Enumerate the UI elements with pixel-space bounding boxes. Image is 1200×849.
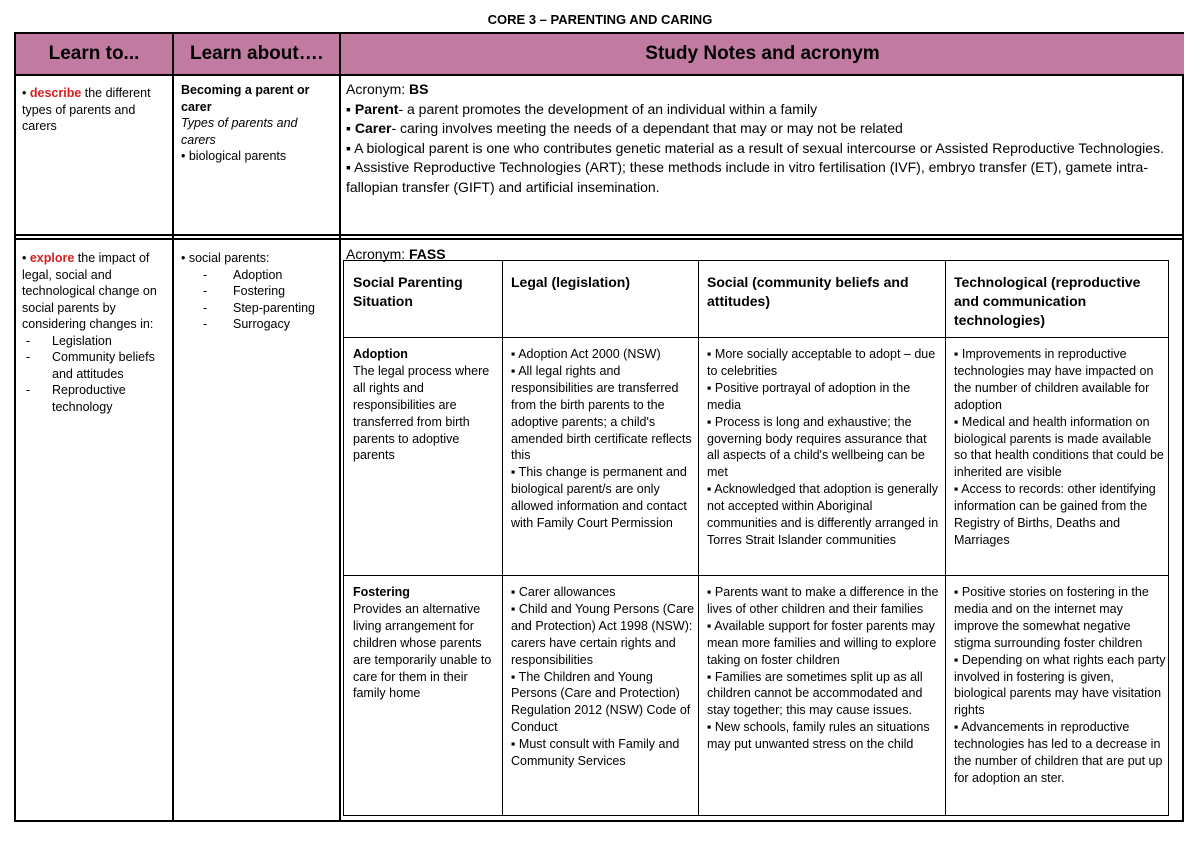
verb-explore: explore: [29, 251, 75, 265]
divider: [945, 261, 946, 815]
divider: [502, 261, 503, 815]
acronym: BS: [409, 81, 429, 97]
header-learn-about: Learn about….: [174, 34, 339, 74]
acronym-label: Acronym:: [346, 246, 410, 262]
acronym: FASS: [409, 246, 446, 262]
fass-table: [343, 260, 1169, 816]
divider: [16, 238, 1182, 240]
list-item: - Step-parenting: [203, 300, 316, 315]
header-learn-to: Learn to...: [16, 34, 172, 74]
table-header: Social (community beliefs and attitudes): [707, 274, 909, 309]
tech-cell: ▪ Positive stories on fostering in the media and on the internet may improve the somewhat negative stigma surrounding foster children ▪ Depending on what rights each party involved in fostering is given, biological parents may have visitation rights ▪ Advancements in reproductive technologies has led to a decrease in the number of children that are put up for adoption an ster.: [954, 585, 1166, 785]
acronym-label: Acronym:: [346, 81, 410, 97]
list-item: - Community beliefs and attitudes: [26, 350, 155, 381]
header-study-notes: Study Notes and acronym: [341, 34, 1184, 74]
acronym-line: [346, 80, 1176, 100]
divider: [16, 234, 1182, 236]
list-item: - Surrogacy: [203, 317, 290, 331]
tech-cell: ▪ Improvements in reproductive technologies may have impacted on the number of children available for adoption ▪ Medical and health information on biological parents is made available so that health conditions that could be inherited are visible ▪ Access to records: other identifying information can be gained from the Registry of Births, Deaths and Marriages: [954, 347, 1164, 547]
situation-description: Provides an alternative living arrangement for children whose parents are temporarily unable to care for them in their family home: [353, 601, 492, 701]
divider: [344, 575, 1168, 576]
row2-learn-to: • explore the impact of legal, social and technological change on social parents by considering changes in: - Legislation - Community beliefs and attitudes - Reproductive technology: [22, 250, 168, 415]
learn-about-intro: • social parents:: [181, 251, 270, 265]
divider: [339, 34, 341, 820]
list-item: - Legislation: [26, 333, 112, 348]
learn-to-text: the different types of parents and carers: [22, 86, 151, 133]
table-header: Social Parenting Situation: [353, 274, 463, 309]
row1-learn-about: [181, 82, 335, 165]
social-cell: ▪ Parents want to make a difference in the lives of other children and their families ▪ Available support for foster parents may mean more families and willing to explore taking on foster children ▪ Families are sometimes split up as all children cannot be accommodated and stay together; this may cause issues. ▪ New schools, family rules an situations may put unwanted stress on the child: [707, 585, 939, 752]
note-line: ▪ Parent- a parent promotes the development of an individual within a family: [346, 100, 818, 117]
situation-description: The legal process where all rights and responsibilities are transferred from birth parents to adoptive parents: [353, 363, 490, 463]
table-header: Technological (reproductive and communication technologies): [954, 274, 1141, 328]
divider: [16, 74, 1182, 76]
situation-title: Fostering: [353, 585, 410, 599]
list-item: - Fostering: [203, 284, 286, 298]
verb-describe: describe: [29, 86, 82, 100]
row1-learn-to: • describe the different types of parents and carers: [22, 86, 151, 133]
row1-notes: [346, 80, 1176, 197]
document-title: CORE 3 – PARENTING AND CARING: [487, 12, 713, 27]
divider: [698, 261, 699, 815]
situation-title: Adoption: [353, 347, 408, 361]
row2-learn-about: [181, 250, 335, 333]
note-line: ▪ Assistive Reproductive Technologies (ART); these methods include in vitro fertilisation (IVF), embryo transfer (ET), gamete intra-fallopian transfer (GIFT) and artificial insemination.: [346, 159, 1148, 195]
learn-about-heading: Becoming a parent or carer: [181, 83, 310, 114]
divider: [172, 34, 174, 820]
learn-about-item: • biological parents: [181, 149, 287, 163]
table-header: Legal (legislation): [511, 274, 631, 290]
list-item: - Adoption: [203, 267, 283, 282]
note-line: ▪ A biological parent is one who contributes genetic material as a result of sexual intercourse or Assisted Reproductive Technologies.: [346, 139, 1164, 156]
divider: [344, 337, 1168, 338]
note-line: ▪ Carer- caring involves meeting the needs of a dependant that may or may not be related: [346, 120, 903, 136]
table-row: [353, 584, 498, 702]
learn-about-subheading: Types of parents and carers: [181, 116, 298, 147]
legal-cell: ▪ Adoption Act 2000 (NSW) ▪ All legal rights and responsibilities are transferred from the birth parents to the adoptive parents; a child's amended birth certificate reflects this ▪ This change is permanent and biological parent/s are only allowed information and contact with Family Court Permission: [511, 347, 692, 531]
table-row: [353, 346, 498, 464]
list-item: - Reproductive technology: [26, 383, 126, 414]
social-cell: ▪ More socially acceptable to adopt – due to celebrities ▪ Positive portrayal of adoption in the media ▪ Process is long and exhaustive; the governing body requires assurance that all aspects of a child's wellbeing can be met ▪ Acknowledged that adoption is generally not accepted within Aboriginal communities and is differently arranged in Torres Strait Islander communities: [707, 347, 939, 547]
learn-to-text: the impact of legal, social and technological change on social parents by considering changes in:: [22, 251, 157, 331]
legal-cell: ▪ Carer allowances ▪ Child and Young Persons (Care and Protection) Act 1998 (NSW): carers have certain rights and responsibilities ▪ The Children and Young Persons (Care and Protection) Regulation 2012 (NSW) Code of Conduct ▪ Must consult with Family and Community Services: [511, 585, 695, 769]
